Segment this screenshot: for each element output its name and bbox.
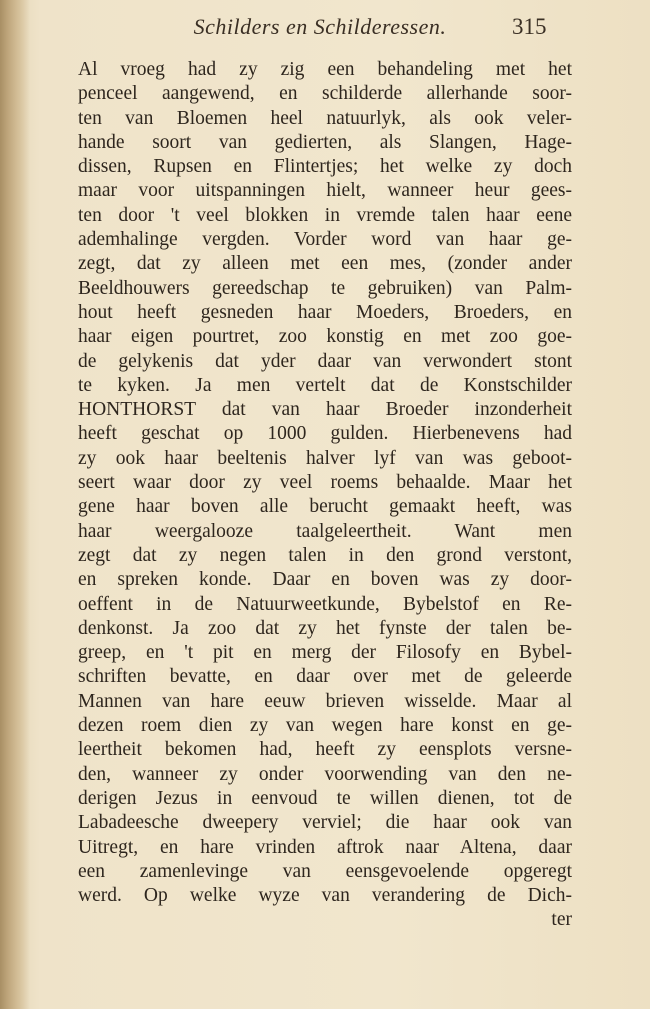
text-line: heeft geschat op 1000 gulden. Hierbenevens had	[78, 423, 572, 445]
text-line: ademhalinge vergden. Vorder word van haar ge-	[78, 229, 572, 251]
catchword: ter	[551, 909, 572, 931]
page-gutter-shadow	[0, 0, 30, 1009]
text-line: den, wanneer zy onder voorwending van den ne-	[78, 763, 572, 785]
text-line: haar eigen pourtret, zoo konstig en met zoo goe-	[78, 326, 572, 348]
text-line: Mannen van hare eeuw brieven wisselde. Maar al	[78, 690, 572, 712]
text-line: Al vroeg had zy zig een behandeling met het	[78, 59, 572, 80]
text-line: penceel aangewend, en schilderde allerhande soor-	[78, 83, 572, 105]
text-line: ten van Bloemen heel natuurlyk, als ook veler-	[78, 107, 572, 129]
text-line: haar weergalooze taalgeleertheit. Want men	[78, 520, 572, 542]
text-line: derigen Jezus in eenvoud te willen dienen, tot de	[78, 787, 572, 809]
text-line: zegt, dat zy alleen met een mes, (zonder ander	[78, 253, 572, 275]
text-line: dissen, Rupsen en Flintertjes; het welke zy doch	[78, 156, 572, 178]
text-line: de gelykenis dat yder daar van verwondert stont	[78, 350, 572, 372]
text-line: denkonst. Ja zoo dat zy het fynste der talen be-	[78, 617, 572, 639]
text-line: een zamenlevinge van eensgevoelende opgeregt	[78, 860, 572, 882]
text-line: schriften bevatte, en daar over met de geleerde	[78, 666, 572, 688]
text-line: HONTHORST dat van haar Broeder inzonderheit	[78, 399, 572, 421]
text-line: werd. Op welke wyze van verandering de Dich-	[78, 885, 572, 907]
text-line: dezen roem dien zy van wegen hare konst en ge-	[78, 715, 572, 737]
text-line: leertheit bekomen had, heeft zy eensplots versne-	[78, 739, 572, 761]
text-line: Labadeesche dweepery verviel; die haar ook van	[78, 812, 572, 834]
text-line: hande soort van gedierten, als Slangen, Hage-	[78, 131, 572, 153]
text-line: gene haar boven alle berucht gemaakt heeft, was	[78, 496, 572, 518]
page-number: 315	[512, 14, 547, 39]
text-line: Uitregt, en hare vrinden aftrok naar Altena, daar	[78, 836, 572, 858]
text-line: maar voor uitspanningen hielt, wanneer heur gees-	[78, 180, 572, 202]
running-title: Schilders en Schilderessen.	[193, 14, 447, 39]
text-line: ten door 't veel blokken in vremde talen haar eene	[78, 204, 572, 226]
text-line: oeffent in de Natuurweetkunde, Bybelstof en Re-	[78, 593, 572, 615]
body-text	[78, 58, 572, 933]
text-line: te kyken. Ja men vertelt dat de Konstschilder	[78, 374, 572, 396]
text-line: en spreken konde. Daar en boven was zy door-	[78, 569, 572, 591]
text-line: hout heeft gesneden haar Moeders, Broeders, en	[78, 301, 572, 323]
text-line: greep, en 't pit en merg der Filosofy en Bybel-	[78, 642, 572, 664]
text-line: seert waar door zy veel roems behaalde. Maar het	[78, 472, 572, 494]
text-line: zegt dat zy negen talen in den grond verstont,	[78, 544, 572, 566]
text-line: Beeldhouwers gereedschap te gebruiken) van Palm-	[78, 277, 572, 299]
text-line: zy ook haar beeltenis halver lyf van was geboot-	[78, 447, 572, 469]
